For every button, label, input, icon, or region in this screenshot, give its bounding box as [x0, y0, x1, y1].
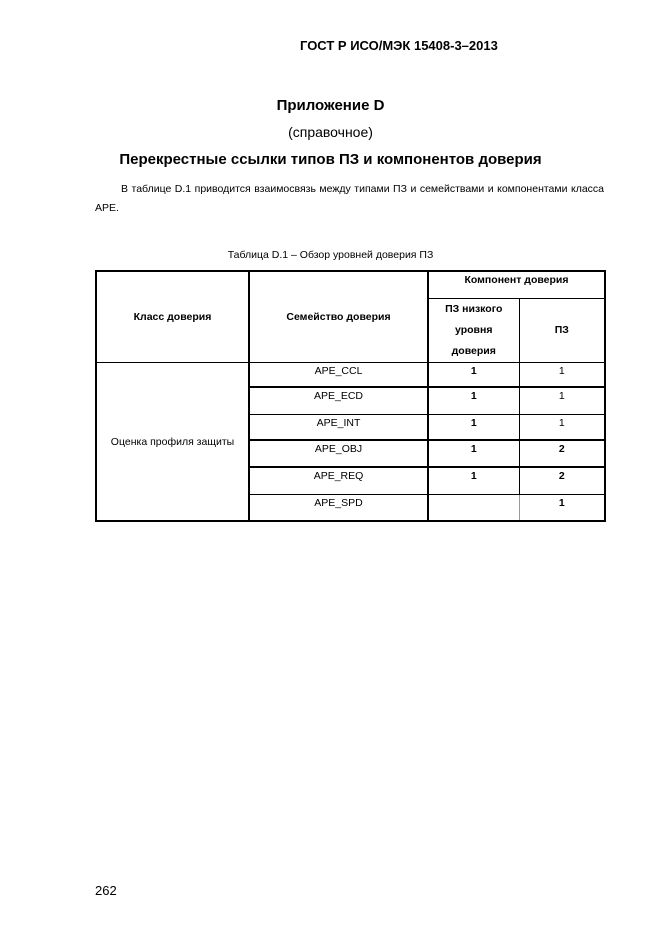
pp-cell: 1 — [519, 494, 605, 521]
assurance-table — [95, 270, 606, 522]
appendix-subtitle: (справочное) — [288, 124, 373, 140]
pp-cell: 2 — [519, 440, 605, 467]
appendix-title: Приложение D — [276, 97, 385, 114]
pp-cell: 1 — [519, 387, 605, 414]
pp-cell: 1 — [519, 362, 605, 387]
pp-cell: 2 — [519, 467, 605, 494]
running-header: ГОСТ Р ИСО/МЭК 15408-3–2013 — [300, 38, 498, 53]
family-cell: APE_REQ — [249, 467, 428, 494]
header-component: Компонент доверия — [428, 271, 605, 298]
page-number: 262 — [95, 883, 117, 898]
family-cell: APE_OBJ — [249, 440, 428, 467]
low-cell — [428, 494, 519, 521]
low-cell: 1 — [428, 414, 519, 440]
family-cell: APE_ECD — [249, 387, 428, 414]
header-class: Класс доверия — [96, 271, 249, 362]
pp-cell: 1 — [519, 414, 605, 440]
table-caption: Таблица D.1 – Обзор уровней доверия ПЗ — [227, 249, 434, 261]
section-title: Перекрестные ссылки типов ПЗ и компонентов доверия — [119, 151, 542, 168]
low-cell: 1 — [428, 387, 519, 414]
family-cell: APE_SPD — [249, 494, 428, 521]
family-cell: APE_CCL — [249, 362, 428, 387]
class-cell: Оценка профиля защиты — [96, 362, 249, 521]
low-cell: 1 — [428, 467, 519, 494]
header-pp: ПЗ — [519, 298, 605, 362]
low-cell: 1 — [428, 362, 519, 387]
header-low-pp: ПЗ низкого уровня доверия — [428, 298, 519, 362]
intro-paragraph: В таблице D.1 приводится взаимосвязь между типами ПЗ и семействами и компонентами класса APE. — [95, 183, 604, 214]
family-cell: APE_INT — [249, 414, 428, 440]
header-family: Семейство доверия — [249, 271, 428, 362]
low-cell: 1 — [428, 440, 519, 467]
